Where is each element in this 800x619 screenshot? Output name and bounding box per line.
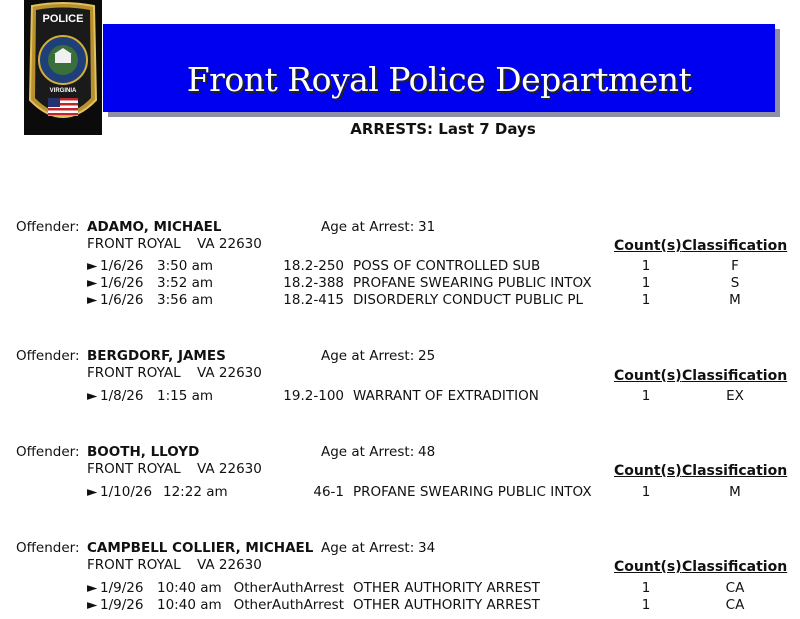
age-label: Age at Arrest: (321, 540, 415, 556)
charge-code: 19.2-100 (283, 388, 344, 404)
bullet-icon: ► (87, 484, 98, 500)
charge-description: OTHER AUTHORITY ARREST (353, 597, 540, 613)
charge-class: S (730, 275, 740, 291)
charge-class: M (729, 484, 741, 500)
police-badge-icon (24, 0, 102, 135)
charge-count: 1 (641, 388, 651, 404)
offender-state-zip: VA 22630 (197, 365, 262, 381)
offender-name: CAMPBELL COLLIER, MICHAEL (87, 540, 314, 556)
classification-header: Classification (682, 463, 788, 479)
charge-time: 12:22 am (163, 484, 228, 500)
charge-date: 1/9/26 (100, 597, 144, 613)
charge-count: 1 (641, 597, 651, 613)
bullet-icon: ► (87, 258, 98, 274)
charge-description: PROFANE SWEARING PUBLIC INTOX (353, 275, 592, 291)
charge-class: EX (726, 388, 744, 404)
us-flag-icon (48, 98, 78, 116)
offender-age: 34 (418, 540, 436, 556)
charge-date: 1/6/26 (100, 258, 144, 274)
offender-city: FRONT ROYAL (87, 461, 181, 477)
police-badge-logo (24, 0, 102, 135)
offender-state-zip: VA 22630 (197, 236, 262, 252)
page-title: Front Royal Police Department (186, 60, 692, 99)
offender-age: 48 (418, 444, 436, 460)
classification-header: Classification (682, 368, 788, 384)
badge-top-text: POLICE (42, 13, 84, 25)
offender-city: FRONT ROYAL (87, 236, 181, 252)
offender-name: BERGDORF, JAMES (87, 348, 226, 364)
bullet-icon: ► (87, 388, 98, 404)
offender-label: Offender: (16, 219, 80, 235)
charge-class: F (731, 258, 739, 274)
charge-code: OtherAuthArrest (233, 597, 344, 613)
charge-time: 3:52 am (157, 275, 214, 291)
charge-time: 10:40 am (157, 580, 222, 596)
bullet-icon: ► (87, 597, 98, 613)
charge-date: 1/6/26 (100, 275, 144, 291)
charge-code: 18.2-415 (283, 292, 344, 308)
charge-class: CA (725, 580, 745, 596)
charge-date: 1/9/26 (100, 580, 144, 596)
offender-label: Offender: (16, 444, 80, 460)
age-label: Age at Arrest: (321, 444, 415, 460)
charge-date: 1/8/26 (100, 388, 144, 404)
counts-header: Count(s) (614, 368, 682, 384)
offender-state-zip: VA 22630 (197, 461, 262, 477)
charge-count: 1 (641, 484, 651, 500)
offender-age: 31 (418, 219, 436, 235)
classification-header: Classification (682, 559, 788, 575)
charge-time: 10:40 am (157, 597, 222, 613)
charge-time: 3:50 am (157, 258, 214, 274)
classification-header: Classification (682, 238, 788, 254)
charge-description: POSS OF CONTROLLED SUB (353, 258, 541, 274)
charge-class: CA (725, 597, 745, 613)
offender-name: ADAMO, MICHAEL (87, 219, 222, 235)
bullet-icon: ► (87, 292, 98, 308)
charge-code: OtherAuthArrest (233, 580, 344, 596)
age-label: Age at Arrest: (321, 219, 415, 235)
charge-date: 1/10/26 (100, 484, 153, 500)
charge-description: PROFANE SWEARING PUBLIC INTOX (353, 484, 592, 500)
charge-description: WARRANT OF EXTRADITION (353, 388, 539, 404)
charge-class: M (729, 292, 741, 308)
counts-header: Count(s) (614, 559, 682, 575)
charge-code: 46-1 (313, 484, 344, 500)
charge-description: DISORDERLY CONDUCT PUBLIC PL (353, 292, 584, 308)
charge-date: 1/6/26 (100, 292, 144, 308)
charge-code: 18.2-388 (283, 275, 344, 291)
offender-city: FRONT ROYAL (87, 365, 181, 381)
offender-age: 25 (418, 348, 436, 364)
offender-state-zip: VA 22630 (197, 557, 262, 573)
offender-name: BOOTH, LLOYD (87, 444, 200, 460)
offender-label: Offender: (16, 348, 80, 364)
page-subtitle: ARRESTS: Last 7 Days (350, 120, 536, 138)
charge-code: 18.2-250 (283, 258, 344, 274)
age-label: Age at Arrest: (321, 348, 415, 364)
bullet-icon: ► (87, 580, 98, 596)
charge-count: 1 (641, 258, 651, 274)
charge-count: 1 (641, 292, 651, 308)
charge-count: 1 (641, 580, 651, 596)
counts-header: Count(s) (614, 463, 682, 479)
charge-count: 1 (641, 275, 651, 291)
badge-bottom-text: VIRGINIA (49, 88, 77, 94)
bullet-icon: ► (87, 275, 98, 291)
counts-header: Count(s) (614, 238, 682, 254)
charge-description: OTHER AUTHORITY ARREST (353, 580, 540, 596)
offender-city: FRONT ROYAL (87, 557, 181, 573)
charge-time: 1:15 am (157, 388, 214, 404)
offender-label: Offender: (16, 540, 80, 556)
charge-time: 3:56 am (157, 292, 214, 308)
